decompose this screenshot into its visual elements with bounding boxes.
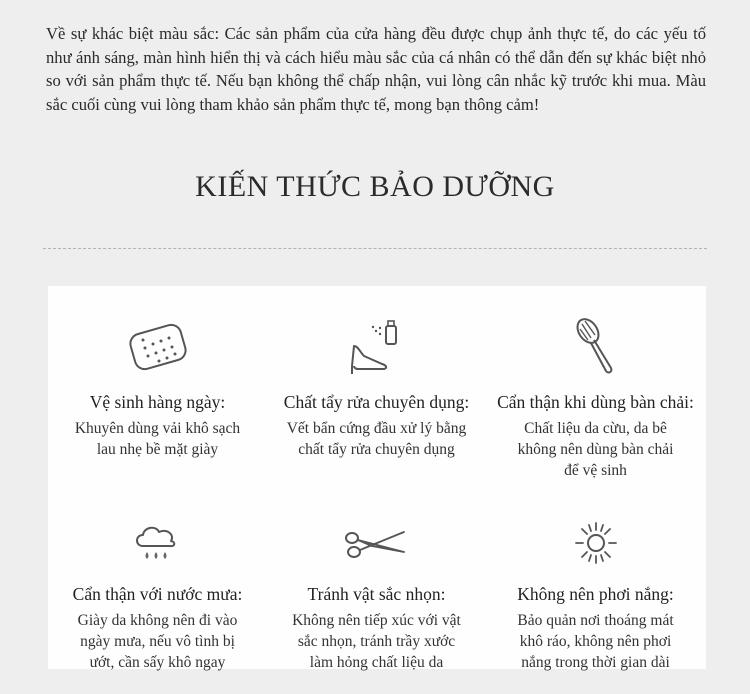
care-tip-heading: Chất tẩy rửa chuyên dụng:	[283, 392, 470, 412]
desc-line: lau nhẹ bề mặt giày	[96, 441, 219, 458]
color-difference-notice: Về sự khác biệt màu sắc: Các sản phẩm của cửa hàng đều được chụp ảnh thực tế, do các yếu tố như ánh sáng, màn hình hiển thị và cách hiểu màu sắc của cá nhân có thể dẫn đến sự khác biệt nhỏ so với sản phẩm thực tế. Nếu bạn không thể chấp nhận, vui lòng cân nhắc kỹ trước khi mua. Màu sắc cuối cùng vui lòng tham khảo sản phẩm thực tế, mong bạn thông cảm!	[46, 24, 706, 114]
care-tip-description	[48, 610, 267, 673]
scissors-icon	[342, 518, 412, 568]
care-tip-description	[486, 418, 705, 481]
desc-line: Giày da không nên đi vào	[77, 612, 238, 629]
care-tip-heading: Cẩn thận với nước mưa:	[72, 584, 243, 604]
desc-line: để vệ sinh	[564, 462, 627, 479]
care-tip-description	[486, 610, 705, 673]
care-tip-special-cleaner	[267, 316, 486, 460]
rain-cloud-icon	[123, 518, 193, 568]
desc-line: chất tẩy rửa chuyên dụng	[298, 441, 455, 458]
desc-line: ngày mưa, nếu vô tình bị	[80, 633, 235, 650]
desc-line: Bảo quản nơi thoáng mát	[517, 612, 674, 629]
desc-line: không nên dùng bàn chải	[517, 441, 674, 458]
desc-line: Chất liệu da cừu, da bê	[524, 420, 667, 437]
desc-line: sắc nhọn, tránh trầy xước	[297, 633, 456, 650]
desc-line: khô ráo, không nên phơi	[519, 633, 672, 650]
care-tip-heading: Không nên phơi nắng:	[517, 584, 674, 604]
divider	[43, 248, 707, 249]
sponge-icon	[123, 316, 193, 376]
care-tip-rain-caution	[48, 518, 267, 673]
desc-line: Không nên tiếp xúc với vật	[292, 612, 461, 629]
desc-line: Vết bẩn cứng đầu xử lý bằng	[286, 420, 467, 437]
care-tip-description	[267, 610, 486, 673]
care-tip-heading: Vệ sinh hàng ngày:	[89, 392, 226, 412]
sun-icon	[561, 518, 631, 568]
care-tip-sharp-objects	[267, 518, 486, 673]
desc-line: làm hỏng chất liệu da	[309, 654, 444, 671]
care-tips-panel	[48, 286, 706, 669]
care-tip-description	[267, 418, 486, 460]
care-tip-heading: Cẩn thận khi dùng bàn chải:	[497, 392, 694, 412]
desc-line: ướt, cần sấy khô ngay	[89, 654, 226, 671]
desc-line: nắng trong thời gian dài	[521, 654, 670, 671]
care-tip-sun-caution	[486, 518, 705, 673]
care-tip-description	[48, 418, 267, 460]
shoe-spray-icon	[342, 316, 412, 376]
care-tip-brush-caution	[486, 316, 705, 481]
care-tip-heading: Tránh vật sắc nhọn:	[307, 584, 446, 604]
brush-icon	[561, 316, 631, 376]
desc-line: Khuyên dùng vải khô sạch	[74, 420, 241, 437]
section-title: KIẾN THỨC BẢO DƯỠNG	[195, 170, 555, 203]
care-tip-daily-cleaning	[48, 316, 267, 460]
